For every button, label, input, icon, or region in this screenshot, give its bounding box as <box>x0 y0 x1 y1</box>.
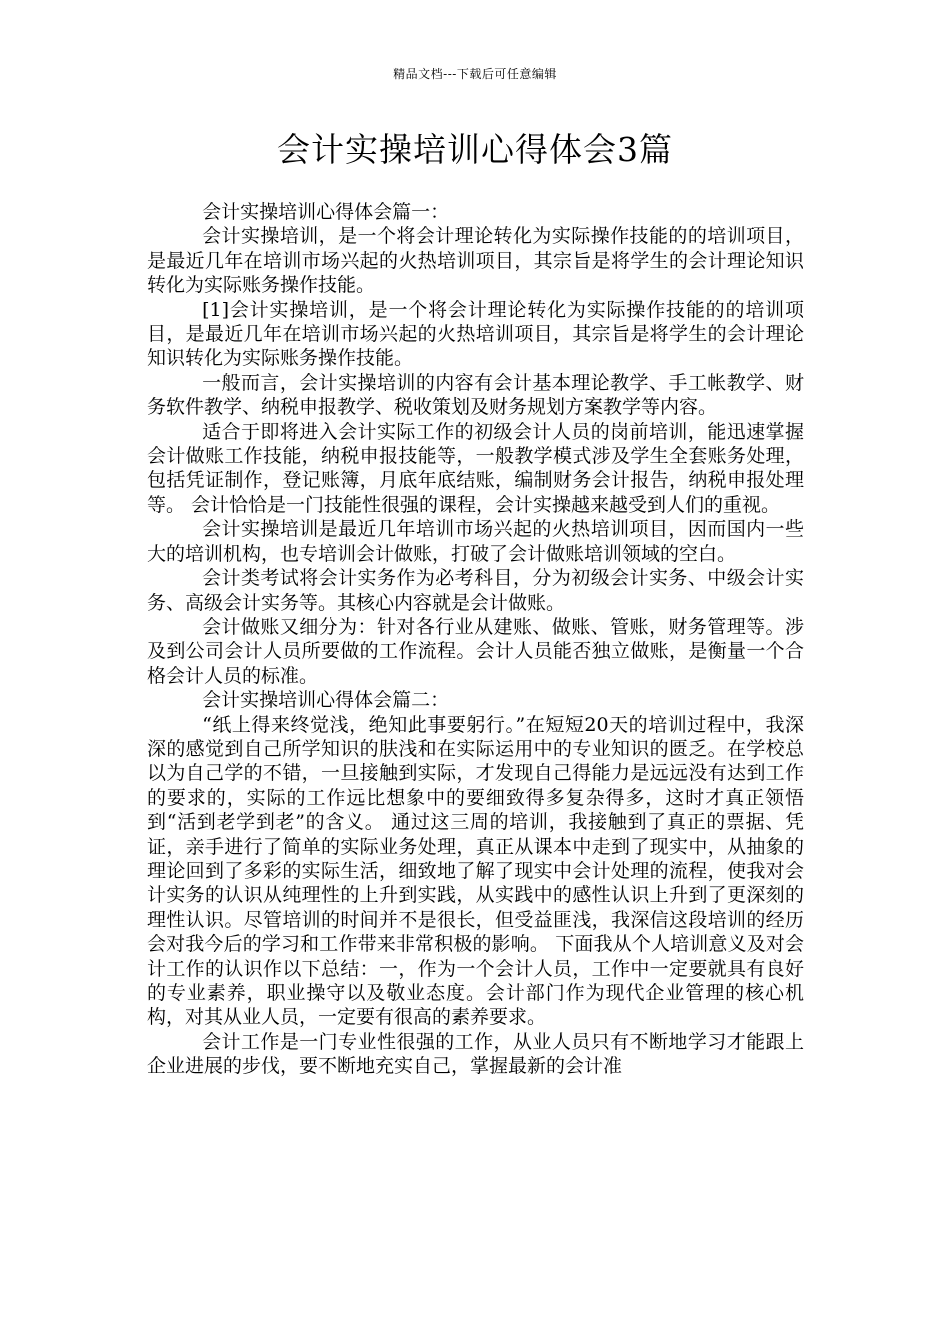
document-body <box>147 200 804 1079</box>
paragraph: [1]会计实操培训，是一个将会计理论转化为实际操作技能的的培训项目，是最近几年在培训市场兴起的火热培训项目，其宗旨是将学生的会计理论知识转化为实际账务操作技能。 <box>147 298 804 370</box>
paragraph: “纸上得来终觉浅，绝知此事要躬行。”在短短20天的培训过程中，我深深的感觉到自己所学知识的肤浅和在实际运用中的专业知识的匮乏。在学校总以为自己学的不错，一旦接触到实际，才发现自己得能力是远远没有达到工作的要求的，实际的工作远比想象中的要细致得多复杂得多，这时才真正领悟到“活到老学到老”的含义。 通过这三周的培训，我接触到了真正的票据、凭证，亲手进行了简单的实际业务处理，真正从课本中走到了现实中，从抽象的理论回到了多彩的实际生活，细致地了解了现实中会计处理的流程，使我对会计实务的认识从纯理性的上升到实践，从实践中的感性认识上升到了更深刻的理性认识。尽管培训的时间并不是很长，但受益匪浅，我深信这段培训的经历会对我今后的学习和工作带来非常积极的影响。 下面我从个人培训意义及对会计工作的认识作以下总结：一，作为一个会计人员，工作中一定要就具有良好的专业素养，职业操守以及敬业态度。会计部门作为现代企业管理的核心机构，对其从业人员，一定要有很高的素养要求。 <box>147 713 804 1029</box>
paragraph: 会计工作是一门专业性很强的工作，从业人员只有不断地学习才能跟上企业进展的步伐，要不断地充实自己，掌握最新的会计准 <box>147 1030 804 1078</box>
page-title: 会计实操培训心得体会3篇 <box>277 130 673 169</box>
paragraph: 一般而言，会计实操培训的内容有会计基本理论教学、手工帐教学、财务软件教学、纳税申报教学、税收策划及财务规划方案教学等内容。 <box>147 371 804 419</box>
paragraph: 会计实操培训是最近几年培训市场兴起的火热培训项目，因而国内一些大的培训机构，也专培训会计做账，打破了会计做账培训领域的空白。 <box>147 518 804 565</box>
section-heading-1: 会计实操培训心得体会篇一： <box>202 201 450 223</box>
section-heading-2: 会计实操培训心得体会篇二： <box>202 689 450 712</box>
paragraph: 会计做账又细分为：针对各行业从建账、做账、管账，财务管理等。涉及到公司会计人员所要做的工作流程。会计人员能否独立做账，是衡量一个合格会计人员的标准。 <box>147 615 804 687</box>
paragraph: 适合于即将进入会计实际工作的初级会计人员的岗前培训，能迅速掌握会计做账工作技能，纳税申报技能等，一般教学模式涉及学生全套账务处理，包括凭证制作，登记账簿，月底年底结账，编制财务会计报告，纳税申报处理等。 会计恰恰是一门技能性很强的课程，会计实操越来越受到人们的重视。 <box>147 420 804 516</box>
paragraph: 会计实操培训，是一个将会计理论转化为实际操作技能的的培训项目，是最近几年在培训市场兴起的火热培训项目，其宗旨是将学生的会计理论知识转化为实际账务操作技能。 <box>147 225 804 297</box>
paragraph: 会计类考试将会计实务作为必考科目，分为初级会计实务、中级会计实务、高级会计实务等。其核心内容就是会计做账。 <box>147 567 804 614</box>
page-header: 精品文档---下载后可任意编辑 <box>393 67 557 81</box>
